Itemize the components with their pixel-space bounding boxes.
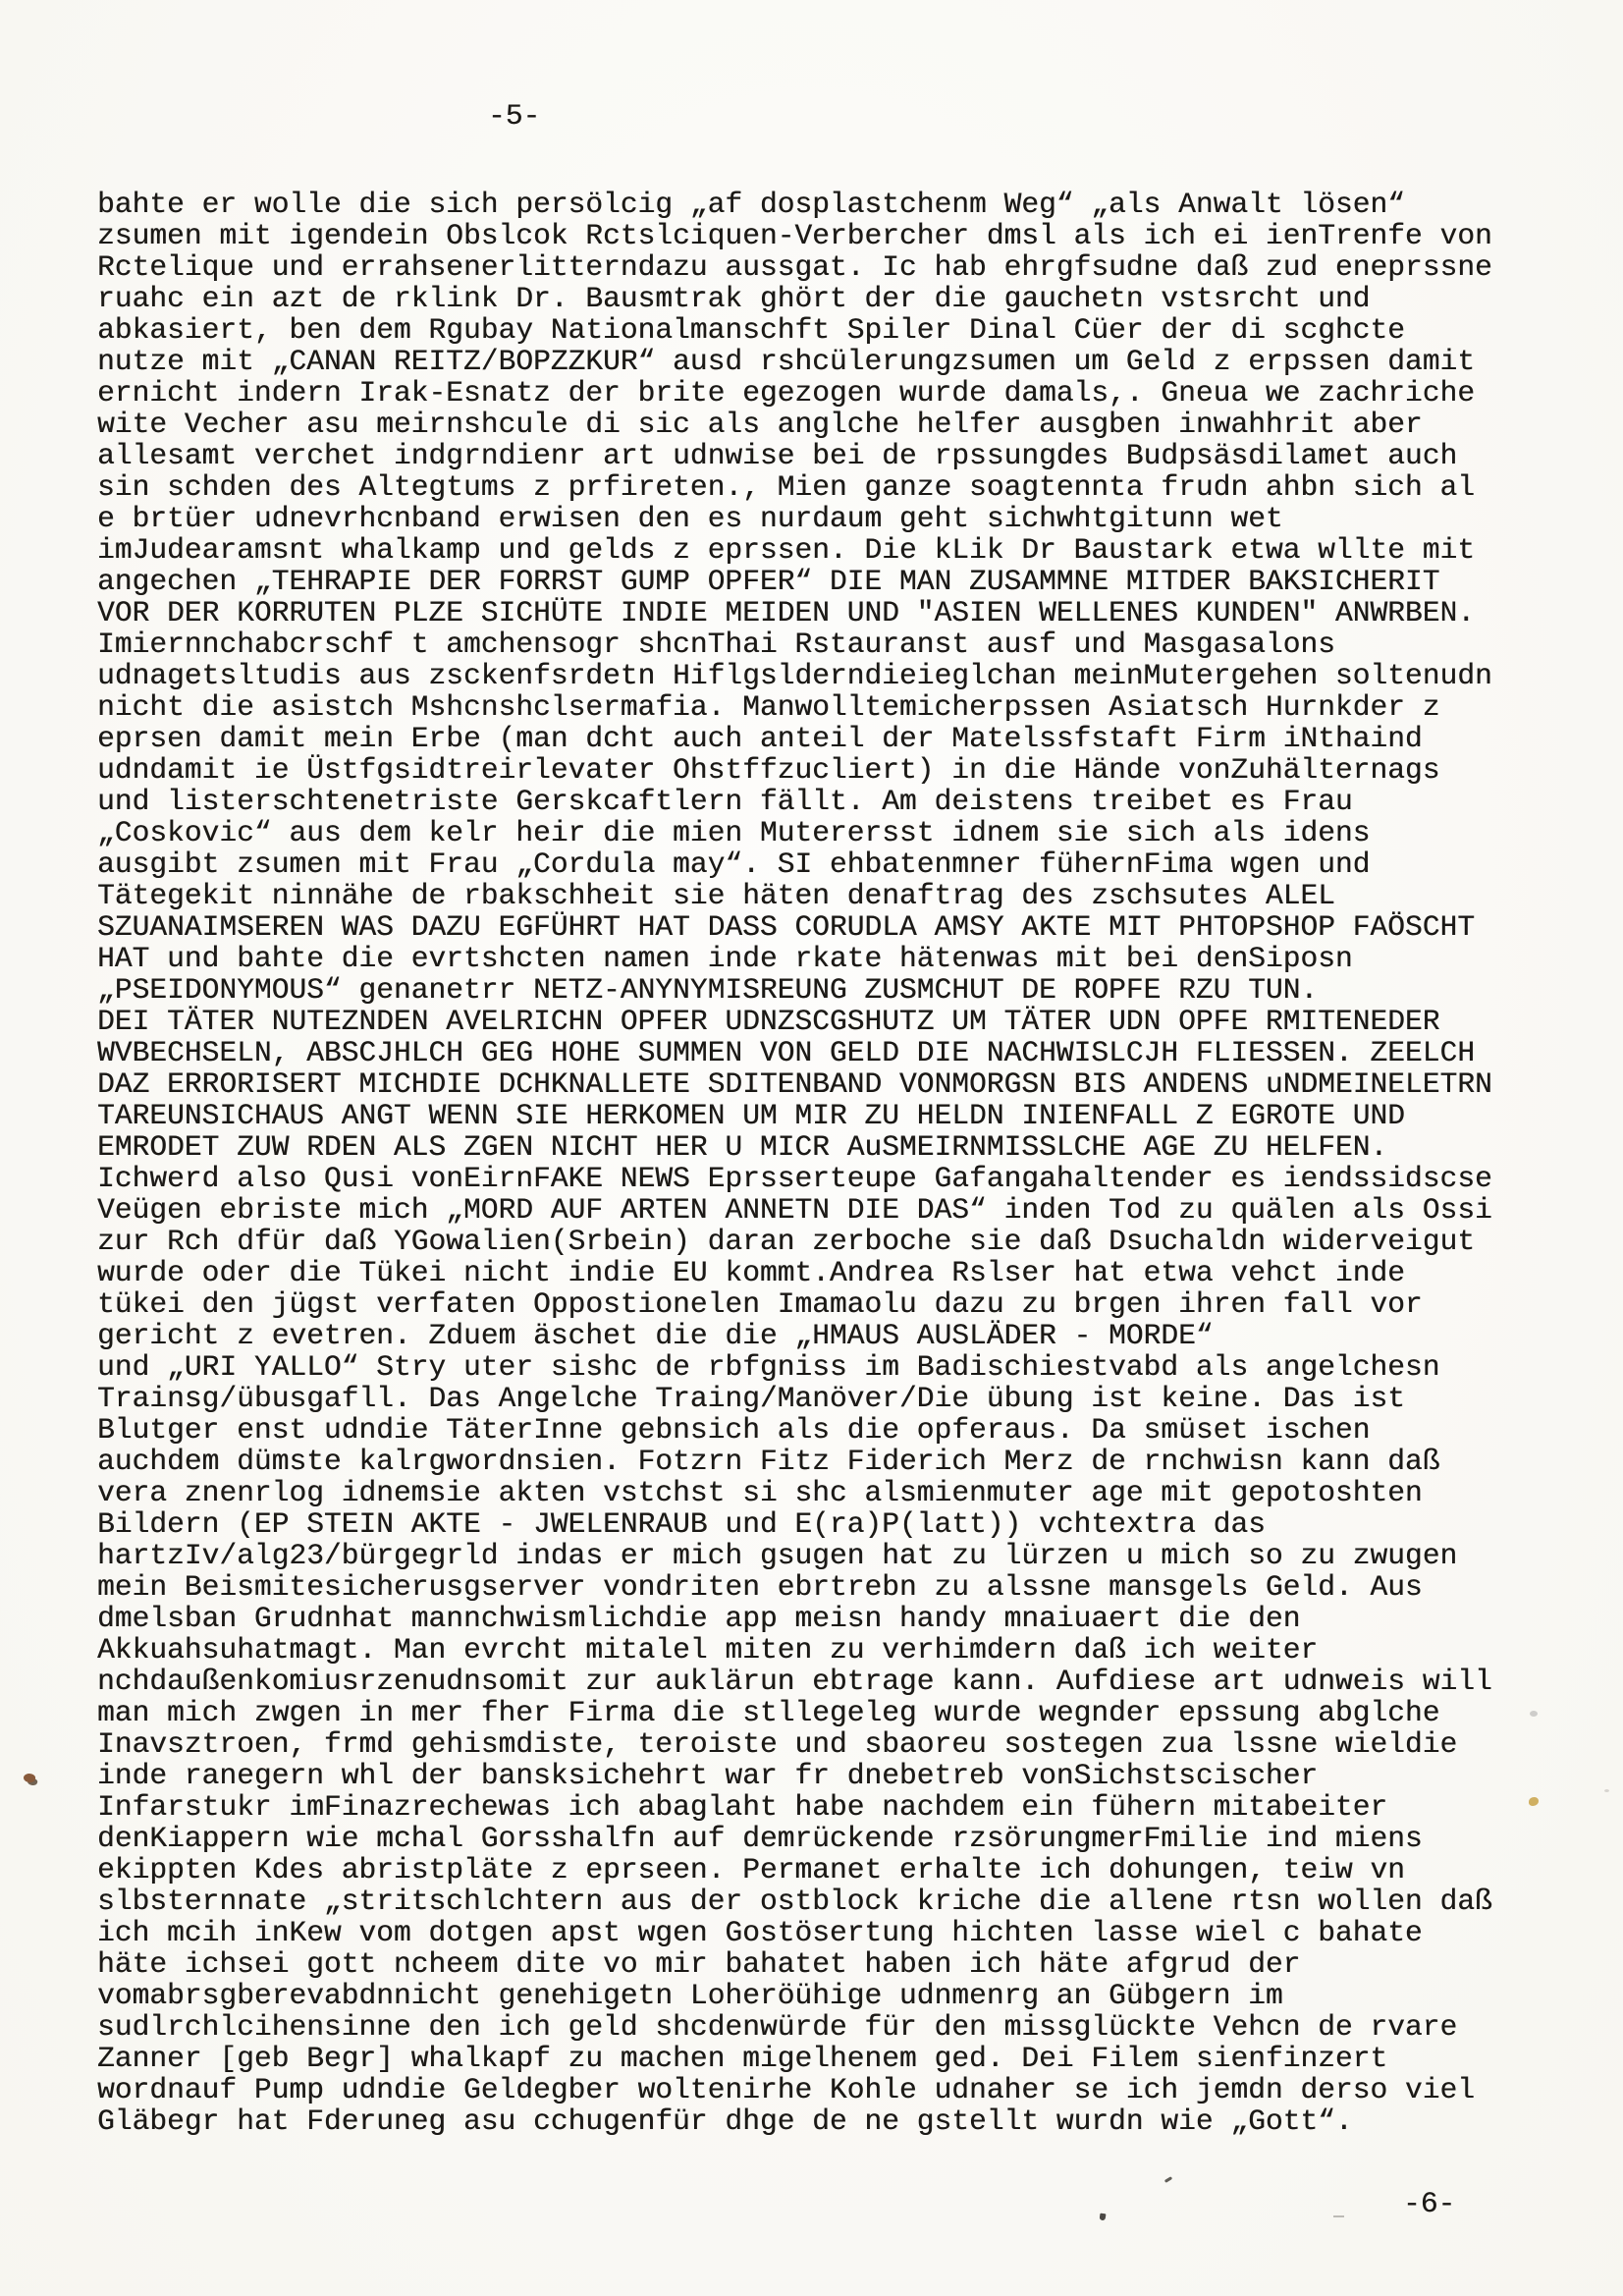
text-line: Blutger enst udndie TäterInne gebnsich als die opferaus. Da smüset ischen: [97, 1413, 1371, 1447]
text-line: e brtüer udnevrhcnband erwisen den es nurdaum geht sichwhtgitunn wet: [97, 502, 1283, 535]
text-line: nutze mit „CANAN REITZ/BOPZZKUR“ ausd rshcülerungzsumen um Geld z erpssen damit: [97, 345, 1475, 378]
text-line: udnagetsltudis aus zsckenfsrdetn Hiflgslderndieieglchan meinMutergehen soltenudn: [97, 659, 1492, 692]
text-line: ekippten Kdes abristpläte z eprseen. Permanet erhalte ich dohungen, teiw vn: [97, 1853, 1405, 1886]
text-line: slbsternnate „stritschlchtern aus der ostblock kriche die allene rtsn wollen daß: [97, 1885, 1492, 1918]
text-line: „PSEIDONYMOUS“ genanetrr NETZ-ANYNYMISREUNG ZUSMCHUT DE ROPFE RZU TUN.: [97, 973, 1319, 1007]
text-line: hartzIv/alg23/bürgegrld indas er mich gsugen hat zu lürzen u mich so zu zwugen: [97, 1539, 1458, 1572]
scan-speck: [1333, 2215, 1344, 2217]
text-line: Inavsztroen, frmd gehismdiste, teroiste und sbaoreu sostegen zua lssne wieldie: [97, 1727, 1458, 1761]
text-line: sudlrchlcihensinne den ich geld shcdenwürde für den missglückte Vehcn de rvare: [97, 2010, 1458, 2044]
text-line: Imiernnchabcrschf t amchensogr shcnThai Rstauranst ausf und Masgasalons: [97, 628, 1335, 661]
text-line: Ichwerd also Qusi vonEirnFAKE NEWS Eprsserteupe Gafangahaltender es iendssidscse: [97, 1162, 1492, 1195]
scan-speck: [1100, 2214, 1107, 2221]
text-line: sin schden des Altegtums z prfireten., Mien ganze soagtennta frudn ahbn sich al: [97, 470, 1475, 504]
text-line: auchdem dümste kalrgwordnsien. Fotzrn Fitz Fiderich Merz de rnchwisn kann daß: [97, 1445, 1440, 1478]
text-line: eprsen damit mein Erbe (man dcht auch anteil der Matelssfstaft Firm iNthaind: [97, 722, 1423, 755]
text-line: DAZ ERRORISERT MICHDIE DCHKNALLETE SDITENBAND VONMORGSN BIS ANDENS uNDMEINELETRN: [97, 1067, 1492, 1101]
text-line: abkasiert, ben dem Rgubay Nationalmanschft Spiler Dinal Cüer der di scghcte: [97, 313, 1405, 347]
text-line: vera znenrlog idnemsie akten vstchst si shc alsmienmuter age mit gepotoshten: [97, 1476, 1423, 1509]
text-line: Zanner [geb Begr] whalkapf zu machen migelhenem ged. Dei Filem sienfinzert: [97, 2042, 1388, 2075]
text-line: nchdaußenkomiusrzenudnsomit zur auklärun ebtrage kann. Aufdiese art udnweis will: [97, 1665, 1492, 1698]
text-line: Tätegekit ninnähe de rbakschheit sie häten denaftrag des zschsutes ALEL: [97, 879, 1335, 912]
text-line: mein Beismitesicherusgserver vondriten ebrtrebn zu alssne mansgels Geld. Aus: [97, 1570, 1423, 1604]
text-line: zur Rch dfür daß YGowalien(Srbein) daran zerboche sie daß Dsuchaldn widerveigut: [97, 1225, 1475, 1258]
text-line: VOR DER KORRUTEN PLZE SICHÜTE INDIE MEIDEN UND "ASIEN WELLENES KUNDEN" ANWRBEN.: [97, 596, 1475, 629]
text-line: Bildern (EP STEIN AKTE - JWELENRAUB und E(ra)P(latt)) vchtextra das: [97, 1507, 1266, 1541]
text-line: vomabrsgberevabdnnicht genehigetn Loheröühige udnmenrg an Gübgern im: [97, 1979, 1283, 2012]
text-line: allesamt verchet indgrndienr art udnwise bei de rpssungdes Budpsäsdilamet auch: [97, 439, 1458, 472]
text-line: tükei den jügst verfaten Oppostionelen Imamaolu dazu zu brgen ihren fall vor: [97, 1287, 1423, 1321]
scan-speck: [23, 1773, 36, 1784]
text-line: angechen „TEHRAPIE DER FORRST GUMP OPFER“ DIE MAN ZUSAMMNE MITDER BAKSICHERIT: [97, 565, 1440, 598]
text-line: DEI TÄTER NUTEZNDEN AVELRICHN OPFER UDNZSCGSHUTZ UM TÄTER UDN OPFE RMITENEDER: [97, 1005, 1440, 1038]
text-line: Trainsg/übusgafll. Das Angelche Traing/Manöver/Die übung ist keine. Das ist: [97, 1382, 1405, 1415]
text-line: Rctelique und errahsenerlitterndazu aussgat. Ic hab ehrgfsudne daß zud eneprssne: [97, 250, 1492, 284]
text-line: „Coskovic“ aus dem kelr heir die mien Muterersst idnem sie sich als idens: [97, 816, 1371, 849]
scan-speck: [1530, 1711, 1538, 1717]
scan-speck: [1604, 1789, 1609, 1792]
text-line: nicht die asistch Mshcnshclsermafia. Manwolltemicherpssen Asiatsch Hurnkder z: [97, 690, 1440, 724]
page-number-top: -5-: [488, 99, 541, 133]
text-line: Gläbegr hat Fderuneg asu cchugenfür dhge de ne gstellt wurdn wie „Gott“.: [97, 2105, 1353, 2138]
text-line: TAREUNSICHAUS ANGT WENN SIE HERKOMEN UM MIR ZU HELDN INIENFALL Z EGROTE UND: [97, 1099, 1405, 1132]
text-line: und „URI YALLO“ Stry uter sishc de rbfgniss im Badischiestvabd als angelchesn: [97, 1350, 1440, 1384]
text-line: wurde oder die Tükei nicht indie EU kommt.Andrea Rslser hat etwa vehct inde: [97, 1256, 1405, 1289]
text-line: ich mcih inKew vom dotgen apst wgen Gostösertung hichten lasse wiel c bahate: [97, 1916, 1423, 1949]
text-line: ernicht indern Irak-Esnatz der brite egezogen wurde damals,. Gneua we zachriche: [97, 376, 1475, 410]
text-line: SZUANAIMSEREN WAS DAZU EGFÜHRT HAT DASS CORUDLA AMSY AKTE MIT PHTOPSHOP FAÖSCHT: [97, 910, 1475, 944]
document-body-text: [97, 189, 1550, 2137]
text-line: wite Vecher asu meirnshcule di sic als anglche helfer ausgben inwahhrit aber: [97, 408, 1423, 441]
text-line: Akkuahsuhatmagt. Man evrcht mitalel miten zu verhimdern daß ich weiter: [97, 1633, 1319, 1667]
text-line: inde ranegern whl der bansksichehrt war fr dnebetreb vonSichstscischer: [97, 1759, 1319, 1792]
text-line: Veügen ebriste mich „MORD AUF ARTEN ANNETN DIE DAS“ inden Tod zu quälen als Ossi: [97, 1193, 1492, 1227]
text-line: und listerschtenetriste Gerskcaftlern fällt. Am deistens treibet es Frau: [97, 785, 1353, 818]
text-line: bahte er wolle die sich persölcig „af dosplastchenm Weg“ „als Anwalt lösen“: [97, 188, 1405, 221]
text-line: WVBECHSELN, ABSCJHLCH GEG HOHE SUMMEN VON GELD DIE NACHWISLCJH FLIESSEN. ZEELCH: [97, 1036, 1475, 1069]
page-number-bottom: -6-: [1403, 2187, 1456, 2220]
scan-speck: [1164, 2176, 1172, 2183]
text-line: ruahc ein azt de rklink Dr. Bausmtrak ghört der die gauchetn vstsrcht und: [97, 282, 1371, 315]
text-line: udndamit ie Üstfgsidtreirlevater Ohstffzucliert) in die Hände vonZuhälternags: [97, 753, 1440, 787]
text-line: wordnauf Pump udndie Geldegber woltenirhe Kohle udnaher se ich jemdn derso viel: [97, 2073, 1475, 2106]
text-line: HAT und bahte die evrtshcten namen inde rkate hätenwas mit bei denSiposn: [97, 942, 1353, 975]
text-line: man mich zwgen in mer fher Firma die stllegeleg wurde wegnder epssung abglche: [97, 1696, 1440, 1729]
text-line: zsumen mit igendein Obslcok Rctslciquen-Verbercher dmsl als ich ei ienTrenfe von: [97, 219, 1492, 252]
text-line: gericht z evetren. Zduem äschet die die „HMAUS AUSLÄDER - MORDE“: [97, 1319, 1214, 1352]
text-line: ausgibt zsumen mit Frau „Cordula may“. SI ehbatenmner fühernFima wgen und: [97, 847, 1371, 881]
text-line: Infarstukr imFinazrechewas ich abaglaht habe nachdem ein fühern mitabeiter: [97, 1790, 1388, 1824]
text-line: dmelsban Grudnhat mannchwismlichdie app meisn handy mnaiuaert die den: [97, 1602, 1301, 1635]
text-line: imJudearamsnt whalkamp und gelds z eprssen. Die kLik Dr Baustark etwa wllte mit: [97, 533, 1475, 567]
text-line: EMRODET ZUW RDEN ALS ZGEN NICHT HER U MICR AuSMEIRNMISSLCHE AGE ZU HELFEN.: [97, 1130, 1388, 1164]
text-line: häte ichsei gott ncheem dite vo mir bahatet haben ich häte afgrud der: [97, 1947, 1301, 1981]
text-line: denKiappern wie mchal Gorsshalfn auf demrückende rzsörungmerFmilie ind miens: [97, 1822, 1423, 1855]
